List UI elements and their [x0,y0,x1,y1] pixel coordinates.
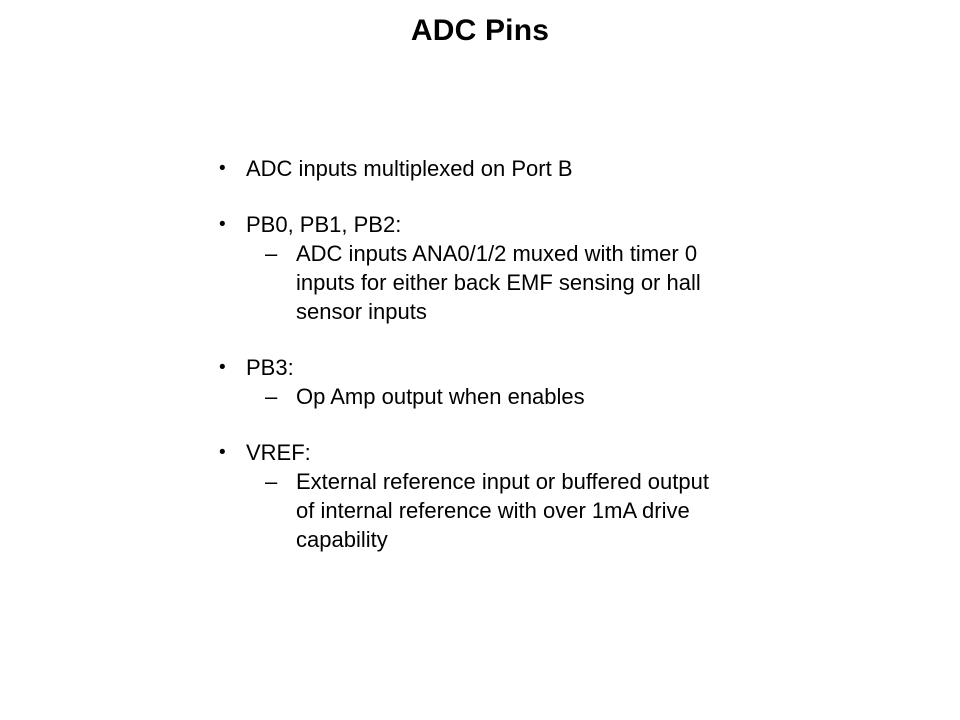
list-item [219,353,779,382]
slide-title: ADC Pins [410,14,550,47]
bullet-icon: • [219,158,226,179]
bullet-icon: • [219,442,226,463]
sub-bullet-line: ADC inputs ANA0/1/2 muxed with timer 0 [296,241,698,266]
bullet-icon: • [219,357,226,378]
dash-icon: – [265,241,278,266]
bullet-text: ADC inputs multiplexed on Port B [246,156,573,181]
bullet-group-vref [219,438,779,554]
sub-bullet-line: Op Amp output when enables [296,384,585,409]
sub-bullet-line: of internal reference with over 1mA drive [296,498,690,523]
list-item [219,438,779,467]
dash-icon: – [265,469,278,494]
sub-bullet-line: capability [296,527,388,552]
sub-list-item [265,239,779,326]
sub-bullet-line: sensor inputs [296,299,427,324]
sub-bullet-line: inputs for either back EMF sensing or hall [296,270,701,295]
bullet-group-pb0-pb1-pb2 [219,210,779,326]
bullet-list [219,154,779,581]
sub-bullet-text [296,467,779,554]
bullet-text: PB3: [246,355,294,380]
bullet-icon: • [219,214,226,235]
bullet-group-pb3 [219,353,779,411]
sub-bullet-line: External reference input or buffered output [296,469,709,494]
bullet-text: PB0, PB1, PB2: [246,212,402,237]
bullet-group-port-b [219,154,779,183]
bullet-text: VREF: [246,440,311,465]
list-item [219,210,779,239]
sub-bullet-text [296,239,779,326]
list-item [219,154,779,183]
dash-icon: – [265,384,278,409]
sub-list-item [265,382,779,411]
sub-bullet-text [296,382,779,411]
sub-list-item [265,467,779,554]
